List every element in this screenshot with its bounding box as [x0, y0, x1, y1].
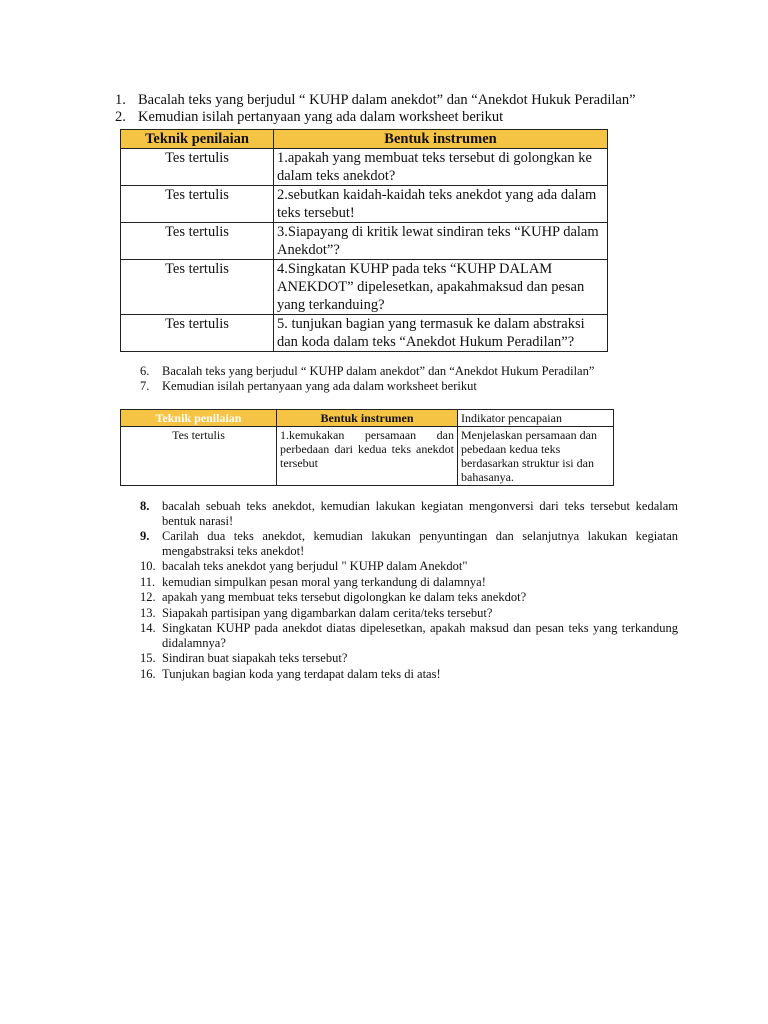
table-row — [121, 315, 608, 352]
list-item — [140, 379, 620, 394]
list-item — [140, 651, 678, 666]
list-item — [140, 667, 678, 682]
instruction-list-middle — [140, 364, 620, 393]
list-item — [140, 590, 678, 605]
item-text: Sindiran buat siapakah teks tersebut? — [162, 651, 348, 665]
item-number: 7. — [140, 378, 150, 393]
assessment-table-1 — [120, 129, 608, 352]
item-number: 6. — [140, 364, 150, 378]
list-item — [140, 529, 678, 558]
cell-bentuk: 1.kemukakan persamaan dan perbedaan dari kedua teks anekdot tersebut — [277, 427, 458, 486]
cell-teknik: Tes tertulis — [121, 186, 274, 223]
table-row — [121, 186, 608, 223]
cell-bentuk: 5. tunjukan bagian yang termasuk ke dalam abstraksi dan koda dalam teks “Anekdot Hukum Peradilan”? — [274, 315, 608, 352]
list-item — [115, 92, 675, 109]
cell-teknik: Tes tertulis — [121, 427, 277, 486]
cell-teknik: Tes tertulis — [121, 315, 274, 352]
item-number: 13. — [140, 605, 156, 620]
header-bentuk: Bentuk instrumen — [277, 410, 458, 427]
cell-indikator: Menjelaskan persamaan dan pebedaan kedua teks berdasarkan struktur isi dan bahasanya. — [458, 427, 614, 486]
item-number: 1. — [115, 92, 126, 108]
header-teknik: Teknik penilaian — [121, 130, 274, 149]
header-indikator: Indikator pencapaian — [458, 410, 614, 427]
item-text: Carilah dua teks anekdot, kemudian lakukan penyuntingan dan selanjutnya lakukan kegiatan mengabstraksi teks anekdot! — [162, 529, 678, 558]
cell-teknik: Tes tertulis — [121, 149, 274, 186]
table-row — [121, 223, 608, 260]
cell-bentuk: 1.apakah yang membuat teks tersebut di golongkan ke dalam teks anekdot? — [274, 149, 608, 186]
item-number: 16. — [140, 666, 156, 681]
list-item — [140, 606, 678, 621]
item-text: Singkatan KUHP pada anekdot diatas dipelesetkan, apakah maksud dan pesan teks yang terkandung didalamnya? — [162, 621, 678, 650]
item-text: Kemudian isilah pertanyaan yang ada dalam worksheet berikut — [162, 378, 477, 393]
cell-bentuk: 3.Siapayang di kritik lewat sindiran teks “KUHP dalam Anekdot”? — [274, 223, 608, 260]
list-item — [140, 364, 620, 379]
cell-teknik: Tes tertulis — [121, 223, 274, 260]
table-row — [121, 260, 608, 315]
item-number: 2. — [115, 109, 126, 125]
item-number: 12. — [140, 590, 156, 604]
item-number: 9. — [140, 529, 150, 543]
item-text: Siapakah partisipan yang digambarkan dalam cerita/teks tersebut? — [162, 605, 493, 620]
header-bentuk: Bentuk instrumen — [274, 130, 608, 149]
item-text: Bacalah teks yang berjudul “ KUHP dalam anekdot” dan “Anekdot Hukum Peradilan” — [162, 364, 595, 378]
instruction-list-top — [115, 92, 675, 126]
item-text: Bacalah teks yang berjudul “ KUHP dalam anekdot” dan “Anekdot Hukuk Peradilan” — [138, 92, 636, 108]
list-item — [140, 499, 678, 528]
list-item — [140, 575, 678, 590]
question-list — [140, 499, 678, 682]
list-item — [140, 559, 678, 574]
item-number: 10. — [140, 559, 156, 573]
item-text: bacalah teks anekdot yang berjudul " KUHP dalam Anekdot" — [162, 559, 468, 573]
item-number: 8. — [140, 499, 150, 513]
table-row — [121, 427, 614, 486]
item-text: Tunjukan bagian koda yang terdapat dalam teks di atas! — [162, 666, 441, 681]
cell-bentuk: 4.Singkatan KUHP pada teks “KUHP DALAM ANEKDOT” dipelesetkan, apakahmaksud dan pesan yang terkanduing? — [274, 260, 608, 315]
cell-teknik: Tes tertulis — [121, 260, 274, 315]
list-item — [115, 109, 675, 126]
table-row — [121, 149, 608, 186]
item-text: bacalah sebuah teks anekdot, kemudian lakukan kegiatan mengonversi dari teks tersebut kedalam bentuk narasi! — [162, 499, 678, 528]
item-number: 11. — [140, 574, 156, 589]
table-header-row — [121, 410, 614, 427]
item-text: kemudian simpulkan pesan moral yang terkandung di dalamnya! — [162, 574, 486, 589]
item-number: 14. — [140, 621, 156, 635]
item-text: Kemudian isilah pertanyaan yang ada dalam worksheet berikut — [138, 109, 504, 125]
cell-bentuk: 2.sebutkan kaidah-kaidah teks anekdot yang ada dalam teks tersebut! — [274, 186, 608, 223]
assessment-table-2 — [120, 409, 614, 486]
item-text: apakah yang membuat teks tersebut digolongkan ke dalam teks anekdot? — [162, 590, 527, 604]
item-number: 15. — [140, 651, 156, 665]
table-header-row — [121, 130, 608, 149]
header-teknik: Teknik penilaian — [121, 410, 277, 427]
list-item — [140, 621, 678, 650]
